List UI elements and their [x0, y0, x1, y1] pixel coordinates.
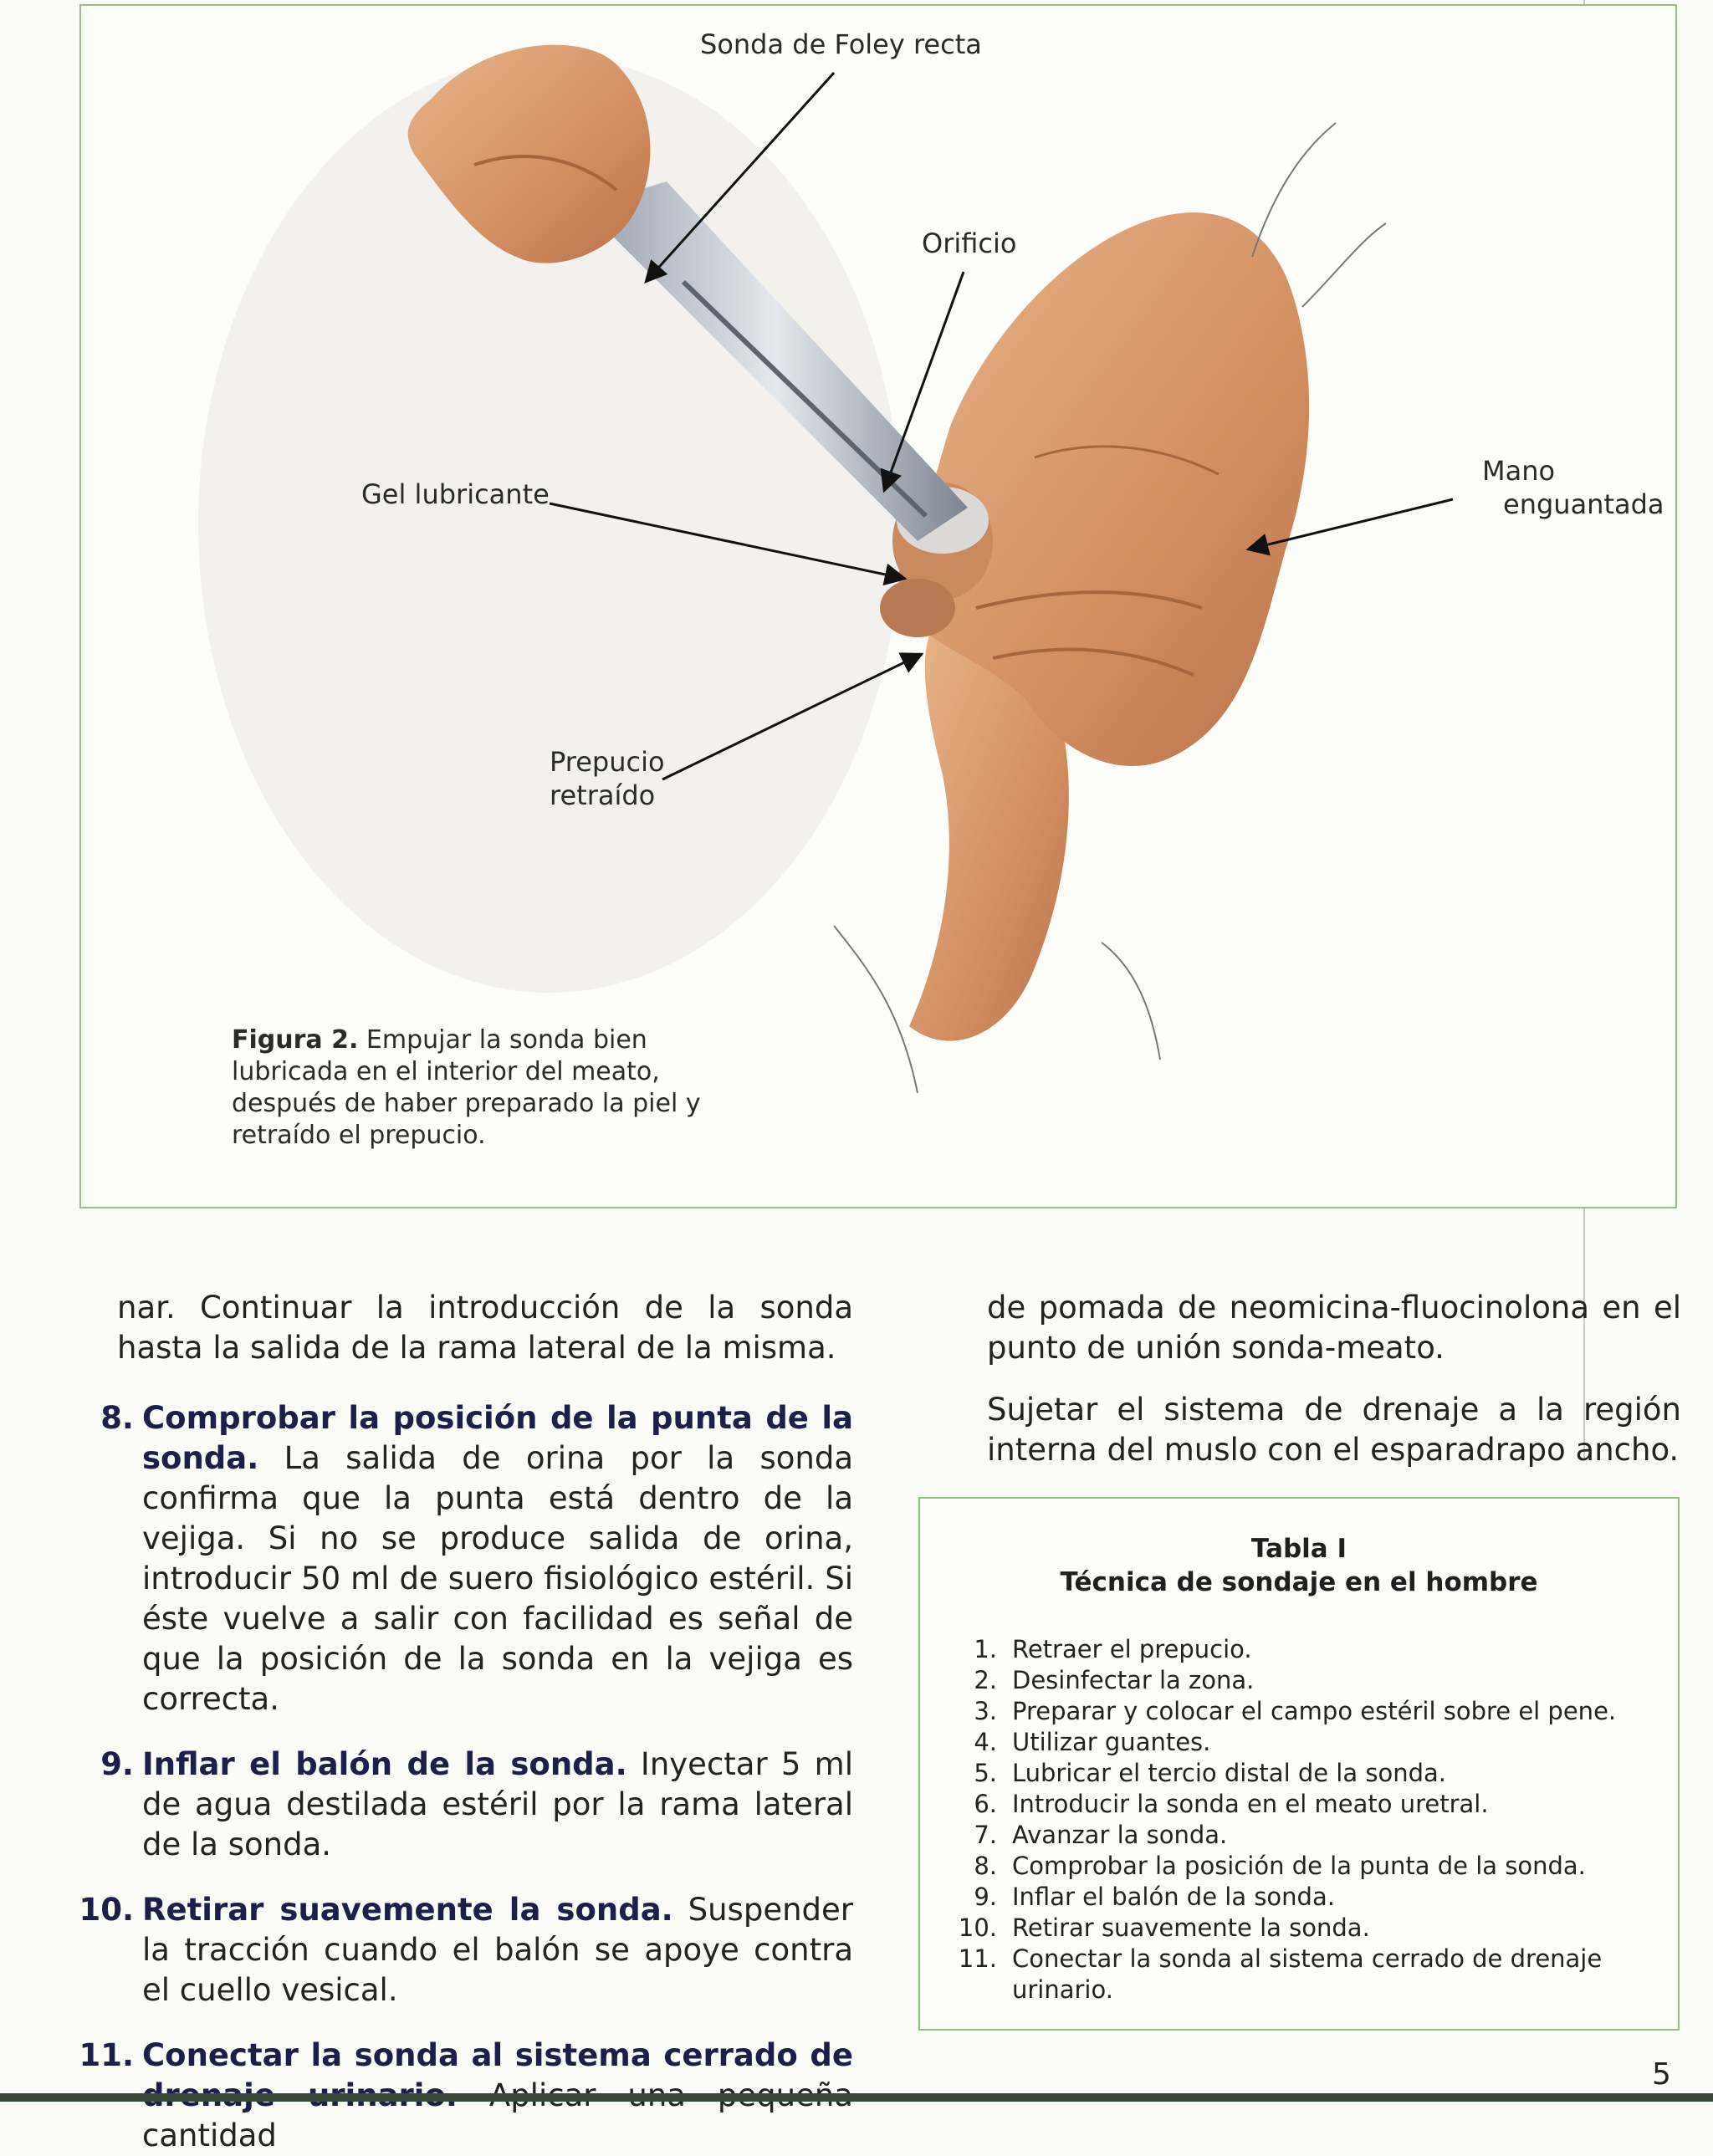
right-paragraph-1: de pomada de neomicina-fluocinolona en el punto de unión sonda-meato. — [987, 1290, 1681, 1366]
list-item: 2. Desinfectar la zona. — [974, 1666, 1255, 1694]
list-item: 11. Conectar la sonda al sistema cerrado de drenaje urinario. — [958, 1944, 1603, 2004]
step-heading: Conectar la sonda al sistema cerrado de — [142, 2037, 853, 2073]
list-item: 1. Retraer el prepucio. — [974, 1635, 1252, 1663]
technique-table — [918, 1497, 1680, 2031]
step-9 — [100, 1745, 853, 1865]
label-lubricant-gel: Gel lubricante — [361, 478, 550, 510]
step-8 — [100, 1398, 853, 1719]
step-number: 9. — [100, 1746, 134, 1782]
list-item: 6. Introducir la sonda en el meato uretral. — [974, 1790, 1489, 1818]
label-orifice: Orificio — [922, 227, 1017, 259]
page-number: 5 — [1652, 2057, 1671, 2092]
step-heading: Retirar suavemente la sonda. — [142, 1892, 673, 1928]
step-number: 8. — [100, 1400, 134, 1436]
step-heading: Comprobar la posición de la punta de la sonda. — [142, 1400, 853, 1476]
figure-caption-text: Empujar la sonda bien lubricada en el interior del meato, después de haber preparado la piel y retraído el prepucio. — [232, 1025, 701, 1150]
left-column — [79, 1288, 853, 2156]
step-heading: Inflar el balón de la sonda. — [142, 1746, 627, 1782]
label-foreskin-line1: Prepucio — [550, 746, 665, 778]
figure-caption-lead: Figura 2. — [232, 1025, 359, 1055]
step-body: Inyectar 5 ml de agua destilada estéril por la rama lateral de la sonda. — [142, 1746, 853, 1862]
right-column — [987, 1288, 1681, 1470]
step-body: Suspender la tracción cuando el balón se apoye contra el cuello vesical. — [142, 1892, 853, 2008]
step-body: La salida de orina por la sonda confirma que la punta está dentro de la vejiga. Si no se produce salida de orina, introducir 50 ml de suero fisiológico estéril. Si éste vuelve a salir con facilidad es señal de que la posición de la sonda en la vejiga es correcta. — [142, 1440, 853, 1717]
list-item: 9. Inflar el balón de la sonda. — [974, 1883, 1335, 1911]
figure-frame — [79, 4, 1677, 1208]
label-foley-catheter: Sonda de Foley recta — [700, 28, 982, 60]
list-item: 5. Lubricar el tercio distal de la sonda. — [974, 1759, 1446, 1787]
right-paragraph-2: Sujetar el sistema de drenaje a la región interna del muslo con el esparadrapo ancho. — [987, 1392, 1681, 1468]
table-title-line2: Técnica de sondaje en el hombre — [1060, 1567, 1538, 1597]
label-foreskin-line2: retraído — [550, 779, 656, 811]
figure-caption — [232, 1024, 734, 1152]
table-title-line1: Tabla I — [1250, 1534, 1347, 1564]
list-item: 10. Retirar suavemente la sonda. — [958, 1913, 1370, 1942]
bottom-rule — [0, 2093, 1713, 2102]
list-item: 7. Avanzar la sonda. — [974, 1821, 1228, 1849]
label-gloved-hand-line2: enguantada — [1503, 488, 1664, 520]
step-10 — [79, 1890, 853, 2010]
step-number: 10. — [79, 1892, 134, 1928]
table-list — [920, 1634, 1678, 2005]
step-body: cantidad — [142, 2118, 277, 2153]
list-item: 8. Comprobar la posición de la punta de la sonda. — [974, 1852, 1586, 1880]
list-item: 3. Preparar y colocar el campo estéril sobre el pene. — [974, 1697, 1617, 1725]
label-gloved-hand-line1: Mano — [1482, 455, 1556, 487]
intro-paragraph: nar. Continuar la introducción de la sonda hasta la salida de la rama lateral de la misma. — [117, 1290, 853, 1366]
step-number: 11. — [79, 2037, 134, 2073]
list-item: 4. Utilizar guantes. — [974, 1728, 1211, 1756]
